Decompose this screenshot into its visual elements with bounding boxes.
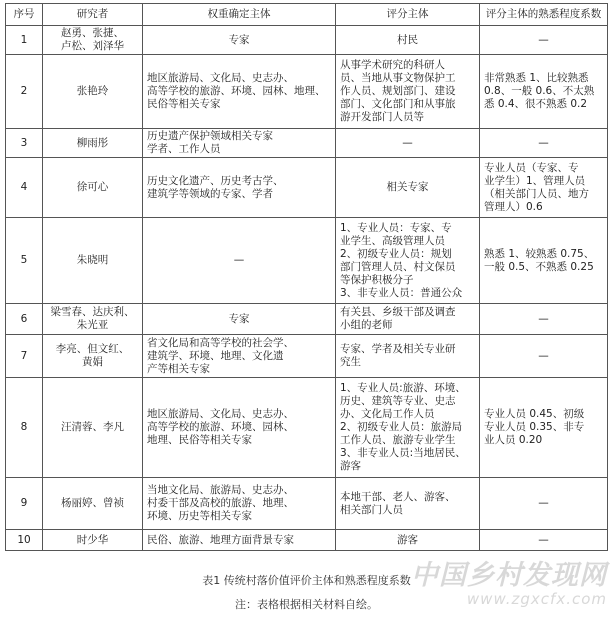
cell-scoring-subject: 村民 [336,26,480,55]
cell-researchers: 杨丽婷、曾祯 [43,478,143,530]
cell-familiarity-coefficient: 专业人员（专家、专 业学生）1、管理人员 （相关部门人员、地方 管理人）0.6 [480,158,608,218]
cell-familiarity-coefficient: — [480,478,608,530]
table-row [6,530,608,551]
header-researchers: 研究者 [43,4,143,26]
cell-familiarity-coefficient: 非常熟悉 1、比较熟悉 0.8、一般 0.6、不太熟 悉 0.4、很不熟悉 0.2 [480,55,608,129]
cell-no: 10 [6,530,43,551]
cell-weight-subject: 省文化局和高等学校的社会学、 建筑学、环境、地理、文化遗 产等相关专家 [143,335,336,378]
cell-researchers: 赵勇、张捷、 卢松、刘泽华 [43,26,143,55]
cell-familiarity-coefficient: — [480,26,608,55]
cell-familiarity-coefficient: — [480,129,608,158]
cell-weight-subject: 专家 [143,304,336,335]
cell-scoring-subject: 相关专家 [336,158,480,218]
cell-no: 8 [6,378,43,478]
header-weight-subject: 权重确定主体 [143,4,336,26]
cell-weight-subject: 历史遗产保护领域相关专家 学者、工作人员 [143,129,336,158]
table-row [6,158,608,218]
cell-weight-subject: — [143,218,336,304]
watermark-url: www.zgxcfx.com [466,590,607,608]
cell-familiarity-coefficient: 专业人员 0.45、初级 专业人员 0.35、非专 业人员 0.20 [480,378,608,478]
cell-researchers: 柳雨彤 [43,129,143,158]
cell-scoring-subject: 有关县、乡级干部及调查 小组的老师 [336,304,480,335]
header-familiarity-coefficient: 评分主体的熟悉程度系数 [480,4,608,26]
cell-researchers: 时少华 [43,530,143,551]
cell-weight-subject: 当地文化局、旅游局、史志办、 村委干部及高校的旅游、地理、 环境、历史等相关专家 [143,478,336,530]
table-caption: 表1 传统村落价值评价主体和熟悉程度系数 [202,574,411,587]
cell-no: 6 [6,304,43,335]
cell-scoring-subject: 游客 [336,530,480,551]
cell-researchers: 梁雪春、达庆利、 朱光亚 [43,304,143,335]
cell-researchers: 朱晓明 [43,218,143,304]
cell-weight-subject: 地区旅游局、文化局、史志办、 高等学校的旅游、环境、园林、 地理、民俗等相关专家 [143,378,336,478]
cell-scoring-subject: 本地干部、老人、游客、 相关部门人员 [336,478,480,530]
header-no: 序号 [6,4,43,26]
table-row [6,26,608,55]
table-row [6,378,608,478]
table-row [6,55,608,129]
cell-researchers: 徐可心 [43,158,143,218]
cell-no: 7 [6,335,43,378]
cell-familiarity-coefficient: — [480,530,608,551]
cell-no: 3 [6,129,43,158]
table-note: 注：表格根据相关材料自绘。 [235,598,378,611]
cell-researchers: 张艳玲 [43,55,143,129]
evaluation-subjects-table [5,3,608,551]
cell-no: 4 [6,158,43,218]
cell-familiarity-coefficient: 熟悉 1、较熟悉 0.75、 一般 0.5、不熟悉 0.25 [480,218,608,304]
cell-weight-subject: 历史文化遗产、历史考古学、 建筑学等领域的专家、学者 [143,158,336,218]
cell-scoring-subject: — [336,129,480,158]
cell-researchers: 李亮、但文红、 黄娟 [43,335,143,378]
cell-no: 1 [6,26,43,55]
cell-no: 9 [6,478,43,530]
cell-familiarity-coefficient: — [480,304,608,335]
table-header-row [6,4,608,26]
cell-no: 5 [6,218,43,304]
cell-researchers: 汪清蓉、李凡 [43,378,143,478]
table-row [6,218,608,304]
cell-weight-subject: 地区旅游局、文化局、史志办、 高等学校的旅游、环境、园林、地理、 民俗等相关专家 [143,55,336,129]
table-row [6,129,608,158]
table-row [6,304,608,335]
cell-scoring-subject: 专家、学者及相关专业研 究生 [336,335,480,378]
header-scoring-subject: 评分主体 [336,4,480,26]
cell-no: 2 [6,55,43,129]
cell-weight-subject: 专家 [143,26,336,55]
cell-scoring-subject: 1、专业人员:旅游、环境、 历史、建筑等专业、史志 办、文化局工作人员 2、初级专业人员：旅游局 工作人员、旅游专业学生 3、非专业人员:当地居民、 游客 [336,378,480,478]
cell-familiarity-coefficient: — [480,335,608,378]
cell-weight-subject: 民俗、旅游、地理方面背景专家 [143,530,336,551]
cell-scoring-subject: 1、专业人员：专家、专 业学生、高级管理人员 2、初级专业人员：规划 部门管理人员、村文保员 等保护积极分子 3、非专业人员：普通公众 [336,218,480,304]
cell-scoring-subject: 从事学术研究的科研人 员、当地从事文物保护工 作人员、规划部门、建设 部门、文化部门和从事旅 游开发部门人员等 [336,55,480,129]
table-row [6,478,608,530]
watermark-name: 中国乡村发现网 [411,560,607,591]
table-row [6,335,608,378]
